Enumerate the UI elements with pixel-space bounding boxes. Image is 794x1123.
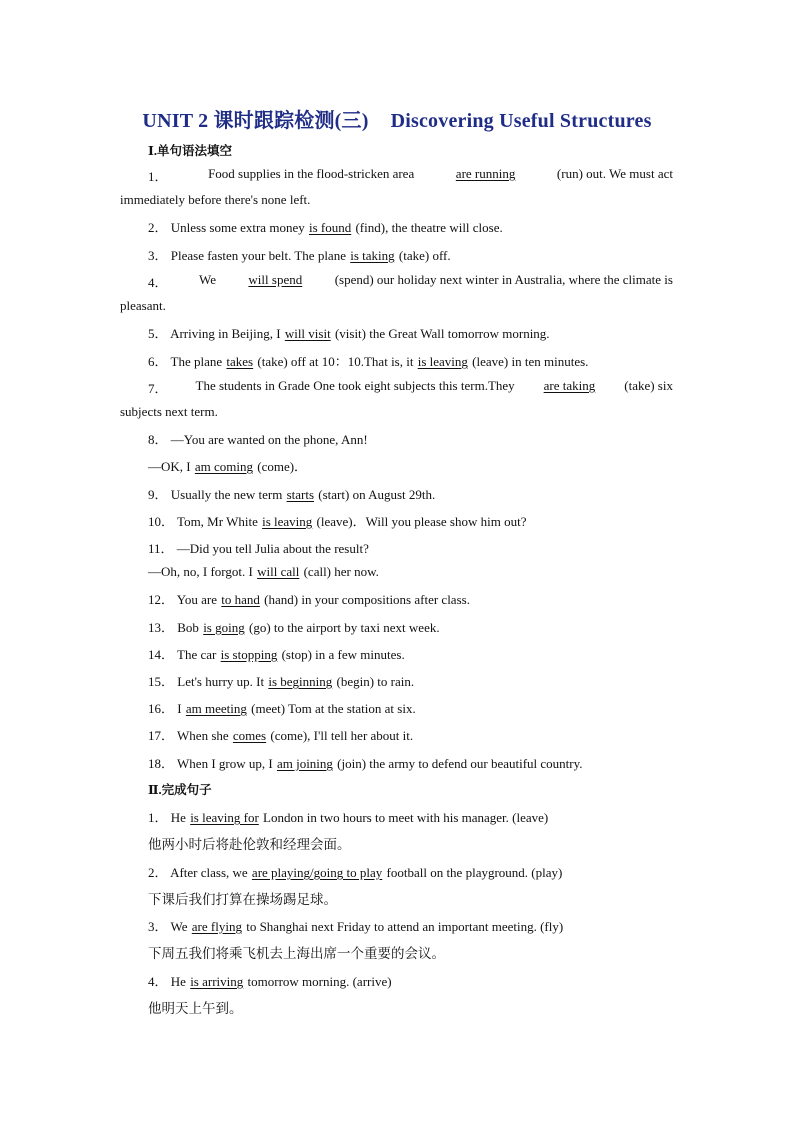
- question-text: Please fasten your belt. The plane: [170, 248, 346, 263]
- question-text: The students in Grade One took eight subjects this term.They: [195, 378, 515, 393]
- question-text: London in two hours to meet with his manager. (leave): [263, 810, 549, 825]
- question-9: [148, 484, 435, 503]
- question-text: (run) out. We must act: [556, 166, 673, 181]
- question-text: Tom, Mr White: [177, 514, 258, 529]
- question-11: [148, 538, 369, 557]
- answer: is stopping: [220, 647, 278, 662]
- question-text: (leave)．Will you please show him out?: [316, 514, 527, 529]
- question-number: 14．: [148, 647, 175, 662]
- answer: is arriving: [190, 974, 244, 989]
- question-text: (join) the army to defend our beautiful country.: [337, 756, 583, 771]
- question-text: to Shanghai next Friday to attend an important meeting. (fly): [246, 919, 564, 934]
- question-text: (take) off at 10：10.That is, it: [257, 354, 414, 369]
- sentence-4: [148, 971, 392, 990]
- question-number: 7．: [148, 381, 168, 396]
- question-number: 9．: [148, 487, 168, 502]
- question-text: (go) to the airport by taxi next week.: [248, 620, 440, 635]
- answer: am joining: [276, 756, 333, 771]
- question-text: Let's hurry up. It: [177, 674, 265, 689]
- answer: is leaving: [262, 514, 313, 529]
- question-number: 18．: [148, 756, 175, 771]
- sentence-2-chinese: 下课后我们打算在操场踢足球。: [148, 892, 337, 908]
- question-text: We: [198, 272, 216, 287]
- question-text: (take) off.: [398, 248, 451, 263]
- question-8-reply: [148, 456, 307, 475]
- question-text: (take) six: [624, 378, 673, 393]
- question-text: —Did you tell Julia about the result?: [176, 541, 369, 556]
- question-text: We: [170, 919, 188, 934]
- question-text: (come), I'll tell her about it.: [270, 728, 414, 743]
- question-text: After class, we: [170, 865, 248, 880]
- question-number: 3．: [148, 248, 168, 263]
- question-8: [148, 429, 368, 448]
- question-6: [148, 351, 588, 370]
- answer: are flying: [191, 919, 242, 934]
- question-text: When I grow up, I: [177, 756, 273, 771]
- question-number: 2．: [148, 865, 168, 880]
- answer: are running: [455, 166, 516, 181]
- question-text: (start) on August 29th.: [318, 487, 436, 502]
- question-5: [148, 323, 550, 342]
- question-text: Unless some extra money: [170, 220, 305, 235]
- answer: are playing/going to play: [251, 865, 383, 880]
- question-number: 1．: [148, 169, 168, 184]
- section-heading-fill-in: Ⅰ.单句语法填空: [148, 144, 232, 158]
- answer: starts: [286, 487, 315, 502]
- question-text: I: [177, 701, 182, 716]
- question-text: (find), the theatre will close.: [355, 220, 503, 235]
- question-15: [148, 671, 414, 690]
- question-text: Usually the new term: [170, 487, 283, 502]
- question-text: The plane: [170, 354, 223, 369]
- sentence-4-chinese: 他明天上午到。: [148, 1001, 243, 1017]
- question-number: 13．: [148, 620, 175, 635]
- title-unit: UNIT 2 课时跟踪检测(三): [142, 110, 369, 132]
- question-number: 12．: [148, 592, 175, 607]
- question-text: (stop) in a few minutes.: [281, 647, 405, 662]
- question-11-reply: [148, 564, 379, 580]
- question-text: You are: [176, 592, 218, 607]
- sentence-3: [148, 916, 563, 935]
- question-number: 16．: [148, 701, 175, 716]
- sentence-3-chinese: 下周五我们将乘飞机去上海出席一个重要的会议。: [148, 946, 445, 962]
- question-number: 2．: [148, 220, 168, 235]
- question-7-continued: subjects next term.: [120, 404, 218, 419]
- question-10: [148, 511, 526, 530]
- question-number: 4．: [148, 275, 168, 290]
- page-title: [0, 104, 794, 133]
- answer: comes: [232, 728, 267, 743]
- question-text: (meet) Tom at the station at six.: [251, 701, 416, 716]
- question-14: [148, 644, 405, 663]
- question-1: [148, 166, 673, 185]
- question-2: [148, 217, 503, 236]
- question-number: 3．: [148, 919, 168, 934]
- question-3: [148, 245, 451, 264]
- question-text: (hand) in your compositions after class.: [264, 592, 470, 607]
- answer: will call: [257, 564, 300, 579]
- question-text: (leave) in ten minutes.: [472, 354, 589, 369]
- question-12: [148, 589, 470, 608]
- question-18: [148, 753, 583, 772]
- question-number: 15．: [148, 674, 175, 689]
- answer: am coming: [194, 459, 253, 474]
- answer: are taking: [543, 378, 596, 393]
- sentence-2: [148, 862, 562, 881]
- answer: is going: [203, 620, 245, 635]
- section-heading-complete-sentences: Ⅱ.完成句子: [148, 783, 212, 797]
- question-7: [148, 378, 673, 397]
- question-text: —You are wanted on the phone, Ann!: [170, 432, 368, 447]
- question-text: Food supplies in the flood-stricken area: [208, 166, 415, 181]
- question-text: (begin) to rain.: [336, 674, 415, 689]
- question-text: (call) her now.: [303, 564, 379, 579]
- question-number: 8．: [148, 432, 168, 447]
- question-number: 17．: [148, 728, 175, 743]
- answer: is leaving for: [190, 810, 259, 825]
- question-text: tomorrow morning. (arrive): [247, 974, 392, 989]
- question-16: [148, 698, 416, 717]
- question-text: (spend) our holiday next winter in Australia, where the climate is: [334, 272, 673, 287]
- question-text: (visit) the Great Wall tomorrow morning.: [334, 326, 550, 341]
- question-number: 6．: [148, 354, 168, 369]
- question-text: —Oh, no, I forgot. I: [148, 564, 253, 579]
- question-4: [148, 272, 673, 291]
- question-number: 11．: [148, 541, 174, 556]
- answer: is beginning: [268, 674, 333, 689]
- question-text: Bob: [177, 620, 199, 635]
- question-text: He: [170, 810, 186, 825]
- question-13: [148, 617, 440, 636]
- question-text: football on the playground. (play): [386, 865, 563, 880]
- question-text: He: [170, 974, 186, 989]
- question-1-continued: immediately before there's none left.: [120, 192, 311, 207]
- question-number: 10．: [148, 514, 175, 529]
- sentence-1: [148, 807, 548, 826]
- question-17: [148, 725, 413, 744]
- question-text: The car: [177, 647, 217, 662]
- answer: takes: [226, 354, 254, 369]
- question-number: 4．: [148, 974, 168, 989]
- answer: to hand: [221, 592, 260, 607]
- question-4-continued: pleasant.: [120, 298, 166, 313]
- answer: will visit: [284, 326, 331, 341]
- question-text: —OK, I: [148, 459, 191, 474]
- question-number: 1．: [148, 810, 168, 825]
- title-topic: Discovering Useful Structures: [390, 110, 652, 132]
- question-text: (come)．: [257, 459, 308, 474]
- question-text: When she: [177, 728, 229, 743]
- answer: will spend: [248, 272, 303, 287]
- sentence-1-chinese: 他两小时后将赴伦敦和经理会面。: [148, 837, 351, 853]
- answer: is found: [308, 220, 352, 235]
- question-number: 5．: [148, 326, 168, 341]
- answer: is taking: [350, 248, 395, 263]
- question-text: Arriving in Beijing, I: [170, 326, 281, 341]
- answer: is leaving: [417, 354, 468, 369]
- answer: am meeting: [185, 701, 247, 716]
